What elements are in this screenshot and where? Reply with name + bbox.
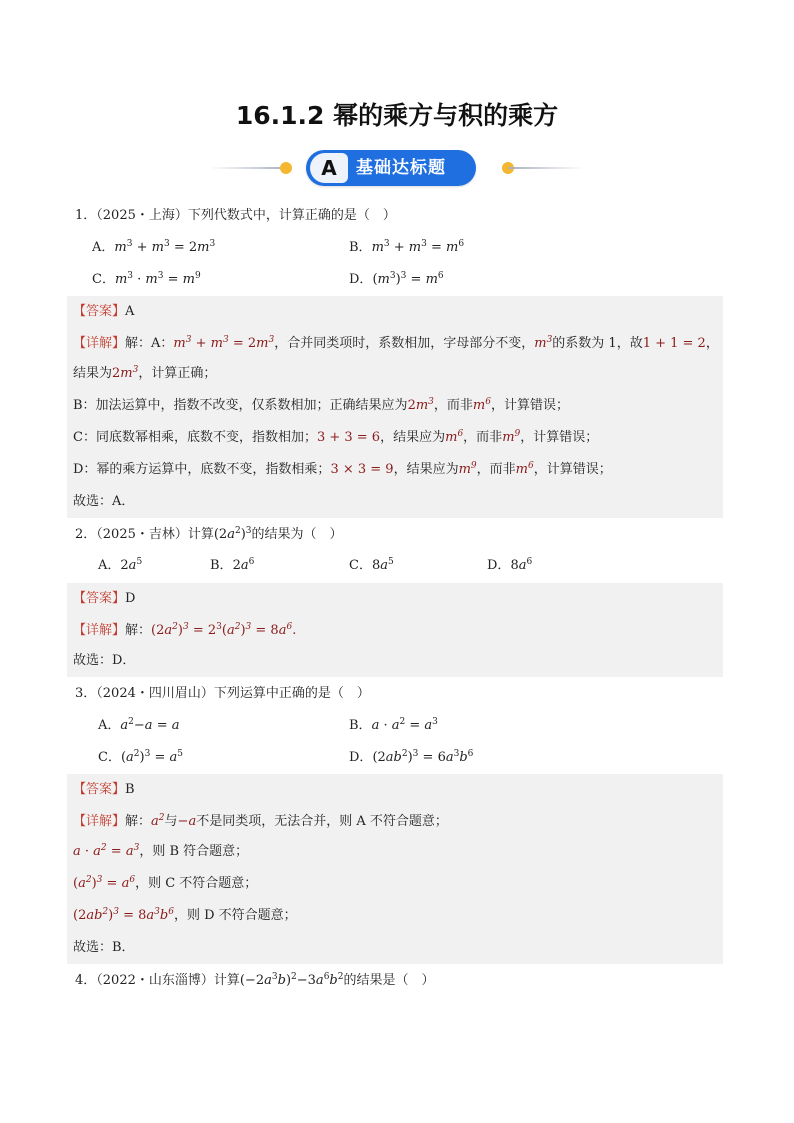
q1-answer: 【答案】A [73,304,135,319]
q2-option-b: B．$2a^6$ [210,557,255,573]
section-letter: A [310,153,348,183]
q1-answer-block [67,296,723,518]
q3-option-b: B．$a \cdot a^2 = a^3$ [349,717,438,733]
q1-detail-line5: D：幂的乘方运算中，底数不变，指数相乘；3 × 3 = 9，结果应为$m^9$，而非$m^6$，计算错误； [73,461,612,477]
q3-detail-line2: $a \cdot a^2 = a^3$，则 B 符合题意； [73,843,249,859]
q3-final: 故选：B． [73,940,135,955]
q3-detail-line4: $(2ab^2)^3 = 8a^3b^6$，则 D 不符合题意； [73,907,297,923]
q2-answer-block [67,583,723,677]
q3-answer: 【答案】B [73,782,135,797]
q1-stem: 1．（2025・上海）下列代数式中，计算正确的是（ ） [75,208,396,223]
q2-answer: 【答案】D [73,591,136,606]
q2-option-d: D．$8a^6$ [487,557,533,573]
q3-detail-line3: $(a^2)^3 = a^6$，则 C 不符合题意； [73,875,258,891]
q1-option-c: C．$m^3 \cdot m^3 = m^9$ [92,271,201,287]
q2-option-c: C．$8a^5$ [349,557,394,573]
q1-option-a: A．$m^3 + m^3 = 2m^3$ [92,239,216,255]
q1-detail-line2: 结果为$2m^3$，计算正确； [73,365,217,381]
q1-detail-line4: C：同底数幂相乘，底数不变，指数相加；3 + 3 = 6，结果应为$m^6$，而非$m^9$，计算错误； [73,429,599,445]
q3-detail-line1: 【详解】解：$a^2$与−a不是同类项，无法合并，则 A 不符合题意； [73,813,448,829]
q2-detail-line1: 【详解】解：$(2a^2)^3 = 2^3(a^2)^3 = 8a^6$. [73,622,297,638]
q1-detail-line1: 【详解】解：A：$m^3 + m^3 = 2m^3$，合并同类项时，系数相加，字母部分不变，$m^3$的系数为 1，故1 + 1 = 2， [73,335,719,351]
page-title: 16.1.2 幂的乘方与积的乘方 [235,101,559,130]
q3-option-c: C．$(a^2)^3 = a^5$ [98,749,184,765]
section-badge [306,150,476,186]
banner-line-left [210,167,286,169]
section-label: 基础达标题 [356,158,446,178]
q3-answer-block [67,774,723,964]
q2-option-a: A．$2a^5$ [98,557,143,573]
q1-option-d: D．$(m^3)^3 = m^6$ [349,271,444,287]
q2-final: 故选：D． [73,653,136,668]
q1-final: 故选：A． [73,494,135,509]
q3-option-d: D．$(2ab^2)^3 = 6a^3b^6$ [349,749,474,765]
q3-stem: 3．（2024・四川眉山）下列运算中正确的是（ ） [75,686,370,701]
banner-line-right [508,167,584,169]
q1-option-b: B．$m^3 + m^3 = m^6$ [349,239,465,255]
section-banner [210,150,584,186]
banner-dot-left [280,162,292,174]
q3-option-a: A．$a^2-a = a$ [98,717,180,733]
q4-stem: 4．（2022・山东淄博）计算$(-2a^3b)^2-3a^6b^2$的结果是（ ） [75,972,435,988]
q2-stem: 2．（2025・吉林）计算$(2a^2)^3$的结果为（ ） [75,526,343,542]
q1-detail-line3: B：加法运算中，指数不改变，仅系数相加；正确结果应为$2m^3$，而非$m^6$，计算错误； [73,397,569,413]
